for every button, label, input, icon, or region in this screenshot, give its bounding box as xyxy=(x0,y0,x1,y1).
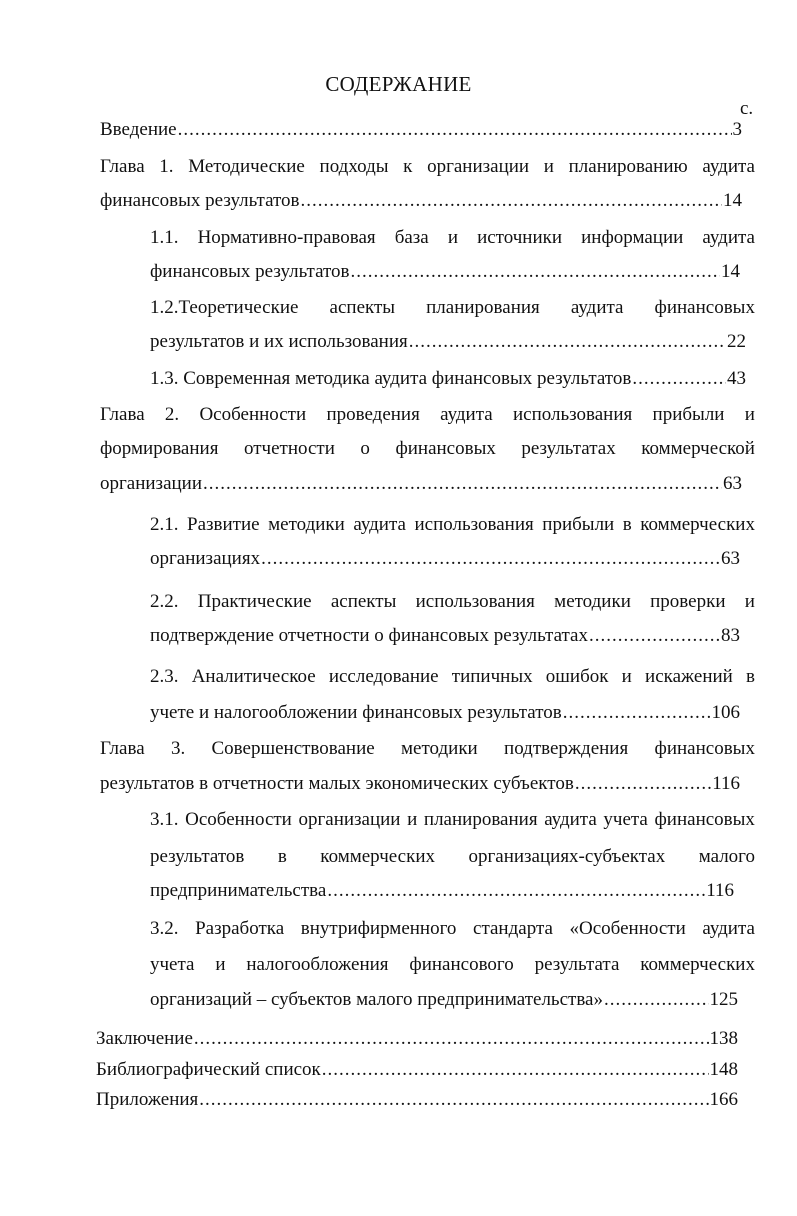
toc-page-number: 3 xyxy=(732,119,742,140)
toc-word: информации xyxy=(581,227,684,248)
toc-word: Глава xyxy=(100,156,145,177)
toc-page-number: 43 xyxy=(727,368,746,389)
toc-word: Развитие xyxy=(187,514,260,535)
toc-entry-title: подтверждение отчетности о финансовых результатах xyxy=(150,625,588,646)
toc-word: коммерческих xyxy=(320,846,436,867)
toc-word: Глава xyxy=(100,404,145,425)
leader-dots xyxy=(322,1058,709,1082)
toc-word: к xyxy=(403,156,413,177)
toc-word: Разработка xyxy=(195,918,285,939)
toc-entry-section-1-2-end[interactable] xyxy=(150,330,746,354)
toc-word: аудита xyxy=(570,297,624,318)
toc-word: аудита xyxy=(702,227,755,248)
toc-word: 2.2. xyxy=(150,591,179,612)
toc-word: коммерческих xyxy=(640,954,755,975)
toc-word: отчетности xyxy=(243,438,335,459)
toc-word: налогообложения xyxy=(246,954,389,975)
toc-word: Особенности xyxy=(185,809,292,830)
toc-entry-section-3-2-end[interactable] xyxy=(150,988,738,1012)
toc-word: 3.1. xyxy=(150,809,179,830)
toc-entry-section-3-1-end[interactable] xyxy=(150,879,734,903)
toc-word: прибыли xyxy=(542,514,615,535)
toc-entry-title: Библиографический список xyxy=(96,1059,321,1080)
toc-word: учета xyxy=(150,954,195,975)
toc-word: результатах xyxy=(521,438,616,459)
toc-word: и xyxy=(744,404,755,425)
toc-page-number: 116 xyxy=(712,773,740,794)
leader-dots xyxy=(563,701,711,725)
toc-word: 1. xyxy=(159,156,174,177)
toc-entry-section-1-1-end[interactable] xyxy=(150,260,740,284)
toc-word: 2.3. xyxy=(150,666,179,687)
toc-word: в xyxy=(277,846,287,867)
toc-entry-title: результатов и их использования xyxy=(150,331,408,352)
toc-word: проведения xyxy=(326,404,420,425)
toc-word: подтверждения xyxy=(504,738,629,759)
toc-entry-title: учете и налогообложении финансовых результатов xyxy=(150,702,562,723)
toc-word: искажений xyxy=(645,666,733,687)
toc-entry-chapter-2[interactable] xyxy=(100,403,755,427)
toc-word: Аналитическое xyxy=(191,666,316,687)
toc-entry-chapter-3[interactable] xyxy=(100,737,755,761)
toc-word: исследование xyxy=(328,666,439,687)
toc-word: о xyxy=(360,438,370,459)
toc-word: организации xyxy=(298,809,401,830)
toc-word: использования xyxy=(414,514,534,535)
toc-word: аудита xyxy=(544,809,597,830)
toc-word: методики xyxy=(268,514,345,535)
toc-word: организациях-субъектах xyxy=(468,846,666,867)
toc-entry-chapter-2-end[interactable] xyxy=(100,472,742,496)
toc-word: Особенности xyxy=(199,404,307,425)
toc-page-number: 83 xyxy=(721,625,740,646)
toc-entry-section-3-2[interactable] xyxy=(150,917,755,941)
toc-word: в xyxy=(622,514,632,535)
toc-word: результатов xyxy=(150,846,245,867)
toc-word: внутрифирменного xyxy=(300,918,457,939)
leader-dots xyxy=(327,879,705,903)
toc-word: финансовых xyxy=(395,438,496,459)
toc-word: 2. xyxy=(164,404,180,425)
leader-dots xyxy=(575,772,711,796)
toc-word: финансовых xyxy=(654,738,755,759)
toc-word: планирования xyxy=(426,297,540,318)
toc-word: методики xyxy=(401,738,478,759)
toc-entry-section-3-2-line-2[interactable] xyxy=(150,953,755,977)
toc-word: Совершенствование xyxy=(211,738,375,759)
toc-word: 3. xyxy=(170,738,186,759)
toc-entry-title: организациях xyxy=(150,548,261,569)
toc-entry-section-2-2-end[interactable] xyxy=(150,624,740,648)
toc-word: проверки xyxy=(650,591,726,612)
toc-word: Глава xyxy=(100,738,145,759)
toc-entry-chapter-1-end[interactable] xyxy=(100,189,742,213)
toc-entry-section-2-2[interactable] xyxy=(150,590,755,614)
toc-entry-chapter-3-end[interactable] xyxy=(100,772,740,796)
toc-entry-appendices[interactable] xyxy=(96,1088,738,1112)
toc-page-number: 22 xyxy=(727,331,746,352)
toc-page-number: 106 xyxy=(711,702,740,723)
toc-word: планированию xyxy=(568,156,688,177)
leader-dots xyxy=(199,1088,708,1112)
toc-entry-title: Введение xyxy=(100,119,177,140)
toc-page-number: 125 xyxy=(709,989,738,1010)
toc-entry-bibliography[interactable] xyxy=(96,1058,738,1082)
page-title: СОДЕРЖАНИЕ xyxy=(325,72,472,96)
toc-word: финансовых xyxy=(654,809,755,830)
toc-word: учета xyxy=(603,809,648,830)
toc-entry-section-3-1[interactable] xyxy=(150,808,755,832)
leader-dots xyxy=(589,624,720,648)
toc-entry-title: результатов в отчетности малых экономических субъектов xyxy=(100,773,574,794)
toc-entry-title: предпринимательства xyxy=(150,880,327,901)
toc-word: Методические xyxy=(188,156,305,177)
toc-entry-section-2-3[interactable] xyxy=(150,665,755,689)
toc-word: ошибок xyxy=(545,666,609,687)
toc-word: источники xyxy=(477,227,563,248)
toc-entry-section-1-2[interactable] xyxy=(150,296,755,320)
toc-entry-title: финансовых результатов xyxy=(150,261,350,282)
toc-page-number: 138 xyxy=(709,1028,738,1049)
leader-dots xyxy=(178,118,732,142)
toc-word: аспекты xyxy=(330,591,397,612)
toc-entry-section-3-1-line-2[interactable] xyxy=(150,845,755,869)
toc-entry-title: организаций – субъектов малого предпринимательства» xyxy=(150,989,603,1010)
toc-word: типичных xyxy=(451,666,533,687)
toc-word: формирования xyxy=(100,438,219,459)
toc-word: 2.1. xyxy=(150,514,179,535)
toc-entry-conclusion[interactable] xyxy=(96,1027,738,1051)
toc-page-number: 14 xyxy=(721,261,740,282)
toc-entry-section-2-1[interactable] xyxy=(150,513,755,537)
toc-word: и xyxy=(407,809,418,830)
leader-dots xyxy=(261,547,720,571)
toc-word: и xyxy=(543,156,554,177)
leader-dots xyxy=(301,189,722,213)
toc-page-number: 166 xyxy=(709,1089,738,1110)
toc-word: методики xyxy=(554,591,631,612)
toc-entry-section-2-3-end[interactable] xyxy=(150,701,740,725)
toc-entry-chapter-2-line-2[interactable] xyxy=(100,437,755,461)
toc-word: финансовых xyxy=(654,297,755,318)
toc-word: подходы xyxy=(319,156,389,177)
toc-word: и xyxy=(215,954,226,975)
toc-word: аудита xyxy=(702,156,755,177)
leader-dots xyxy=(351,260,720,284)
toc-word: и xyxy=(447,227,458,248)
toc-entry-title: Приложения xyxy=(96,1089,199,1110)
toc-page-number: 14 xyxy=(723,190,742,211)
page-column-label: с. xyxy=(740,98,754,119)
toc-word: планирования xyxy=(423,809,538,830)
leader-dots xyxy=(632,367,726,391)
toc-word: прибыли xyxy=(652,404,725,425)
toc-page-number: 63 xyxy=(721,548,740,569)
toc-word: использования xyxy=(415,591,535,612)
toc-word: результата xyxy=(534,954,620,975)
toc-word: 1.2.Теоретические xyxy=(150,297,299,318)
toc-word: малого xyxy=(698,846,755,867)
toc-word: аспекты xyxy=(329,297,396,318)
toc-entry-title: организации xyxy=(100,473,203,494)
toc-word: финансового xyxy=(409,954,514,975)
leader-dots xyxy=(409,330,726,354)
toc-word: Практические xyxy=(197,591,312,612)
toc-word: аудита xyxy=(702,918,755,939)
leader-dots xyxy=(203,472,722,496)
toc-entry-title: Заключение xyxy=(96,1028,193,1049)
toc-word: Нормативно-правовая xyxy=(197,227,376,248)
toc-entry-section-1-1[interactable] xyxy=(150,226,755,250)
toc-word: в xyxy=(746,666,755,687)
leader-dots xyxy=(194,1027,709,1051)
toc-word: 1.1. xyxy=(150,227,179,248)
toc-word: «Особенности xyxy=(569,918,686,939)
toc-word: и xyxy=(621,666,632,687)
toc-word: аудита xyxy=(353,514,406,535)
toc-entry-introduction[interactable] xyxy=(100,118,742,142)
toc-entry-section-2-1-end[interactable] xyxy=(150,547,740,571)
toc-word: и xyxy=(744,591,755,612)
toc-page-number: 148 xyxy=(709,1059,738,1080)
toc-word: стандарта xyxy=(473,918,553,939)
toc-word: коммерческой xyxy=(641,438,755,459)
toc-word: организации xyxy=(427,156,530,177)
toc-word: база xyxy=(394,227,429,248)
toc-word: коммерческих xyxy=(640,514,755,535)
toc-word: аудита xyxy=(440,404,493,425)
toc-entry-title: финансовых результатов xyxy=(100,190,300,211)
toc-entry-title: 1.3. Современная методика аудита финансовых результатов xyxy=(150,368,632,389)
leader-dots xyxy=(604,988,709,1012)
toc-entry-chapter-1[interactable] xyxy=(100,155,755,179)
toc-word: 3.2. xyxy=(150,918,179,939)
toc-page-number: 116 xyxy=(706,880,734,901)
toc-page-number: 63 xyxy=(723,473,742,494)
toc-word: использования xyxy=(512,404,633,425)
toc-entry-section-1-3[interactable] xyxy=(150,367,746,391)
